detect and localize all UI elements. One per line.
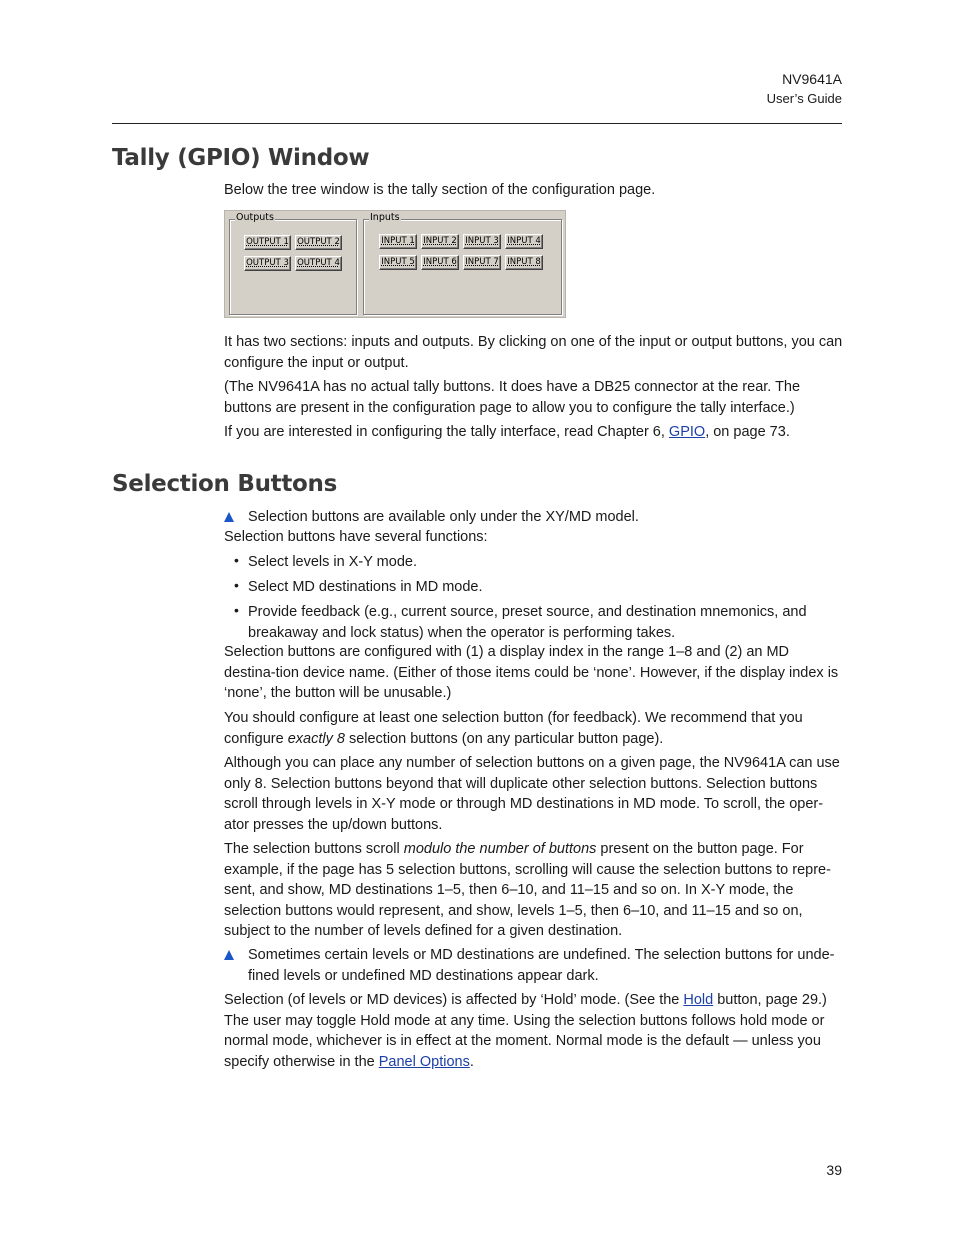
selection-bullet-3: Provide feedback (e.g., current source, preset source, and destination mnemonics, and breakaway and lock status) when the operator is performing takes. (248, 604, 807, 641)
outputs-group (229, 212, 357, 315)
header-guide: User’s Guide (766, 91, 842, 106)
selection-paragraph-5: Selection (of levels or MD devices) is affected by ‘Hold’ mode. (See the Hold button, page 29.) The user may toggle Hold mode at any time. Using the selection buttons follows hold mode or normal mode, whichever is in effect at the moment. Normal mode is the default — unless you specify otherwise in the Panel Options. (224, 992, 827, 1070)
section-title-selection: Selection Buttons (112, 471, 338, 497)
inputs-group (363, 212, 562, 315)
input-3-button[interactable]: INPUT 3 (463, 234, 501, 249)
header-rule (112, 123, 842, 124)
output-1-button[interactable]: OUTPUT 1 (244, 235, 291, 250)
tally-intro: Below the tree window is the tally section of the configuration page. (224, 182, 656, 198)
gpio-link[interactable]: GPIO (668, 424, 706, 440)
panel-options-link[interactable]: Panel Options (378, 1053, 470, 1070)
section-title-tally: Tally (GPIO) Window (112, 145, 370, 171)
selection-bullet-2: Select MD destinations in MD mode. (248, 579, 483, 595)
selection-paragraph-3: Although you can place any number of selection buttons on a given page, the NV9641A can use only 8. Selection buttons beyond that will duplicate other selection buttons. Selection buttons scroll through levels in X-Y mode or through MD destinations in MD mode. To scroll, the oper-ator presses the up/down buttons. (224, 755, 840, 833)
selection-paragraph-2: You should configure at least one selection button (for feedback). We recommend that you configure exactly 8 selection buttons (on any particular button page). (224, 710, 803, 747)
inputs-group-title: Inputs (370, 212, 400, 223)
bullet-dot-icon: • (234, 552, 239, 568)
input-4-button[interactable]: INPUT 4 (505, 234, 543, 249)
tally-window-screenshot (224, 210, 566, 318)
input-2-button[interactable]: INPUT 2 (421, 234, 459, 249)
input-8-button[interactable]: INPUT 8 (505, 255, 543, 270)
selection-note-1: Selection buttons are available only under the XY/MD model. (248, 509, 639, 525)
header-product: NV9641A (782, 71, 842, 87)
note-triangle-icon (224, 512, 234, 522)
selection-note-2: Sometimes certain levels or MD destinations are undefined. The selection buttons for unde-fined levels or undefined MD destinations appear dark. (248, 947, 835, 984)
output-2-button[interactable]: OUTPUT 2 (295, 235, 342, 250)
tally-paragraph-2: (The NV9641A has no actual tally buttons. It does have a DB25 connector at the rear. The buttons are present in the configuration page to allow you to configure the tally interface.) (224, 379, 801, 416)
tally-paragraph-1: It has two sections: inputs and outputs. By clicking on one of the input or output buttons, you can configure the input or output. (224, 334, 843, 371)
bullet-dot-icon: • (234, 602, 239, 618)
note-triangle-icon (224, 950, 234, 960)
selection-paragraph-1: Selection buttons are configured with (1) a display index in the range 1–8 and (2) an MD destina-tion device name. (Either of those items could be ‘none’. However, if the display index is ‘none’, the button will be unusable.) (224, 644, 839, 701)
input-1-button[interactable]: INPUT 1 (379, 234, 417, 249)
output-3-button[interactable]: OUTPUT 3 (244, 256, 291, 271)
input-5-button[interactable]: INPUT 5 (379, 255, 417, 270)
hold-link[interactable]: Hold (683, 992, 714, 1008)
tally-paragraph-3: If you are interested in configuring the tally interface, read Chapter 6, GPIO, on page 73. (224, 424, 790, 440)
output-4-button[interactable]: OUTPUT 4 (295, 256, 342, 271)
selection-paragraph-4: The selection buttons scroll modulo the number of buttons present on the button page. For example, if the page has 5 selection buttons, scrolling will cause the selection buttons to repre-sent, and show, MD destinations 1–5, then 6–10, and 11–15 and so on. In X-Y mode, the selection buttons would represent, and show, levels 1–5, then 6–10, and 11–15 and so on, subject to the number of levels defined for a given destination. (224, 841, 831, 939)
selection-bullet-1: Select levels in X-Y mode. (248, 554, 417, 570)
page-number: 39 (826, 1162, 842, 1178)
input-6-button[interactable]: INPUT 6 (421, 255, 459, 270)
selection-lead: Selection buttons have several functions: (224, 529, 488, 545)
bullet-dot-icon: • (234, 577, 239, 593)
input-7-button[interactable]: INPUT 7 (463, 255, 501, 270)
outputs-group-title: Outputs (236, 212, 274, 223)
